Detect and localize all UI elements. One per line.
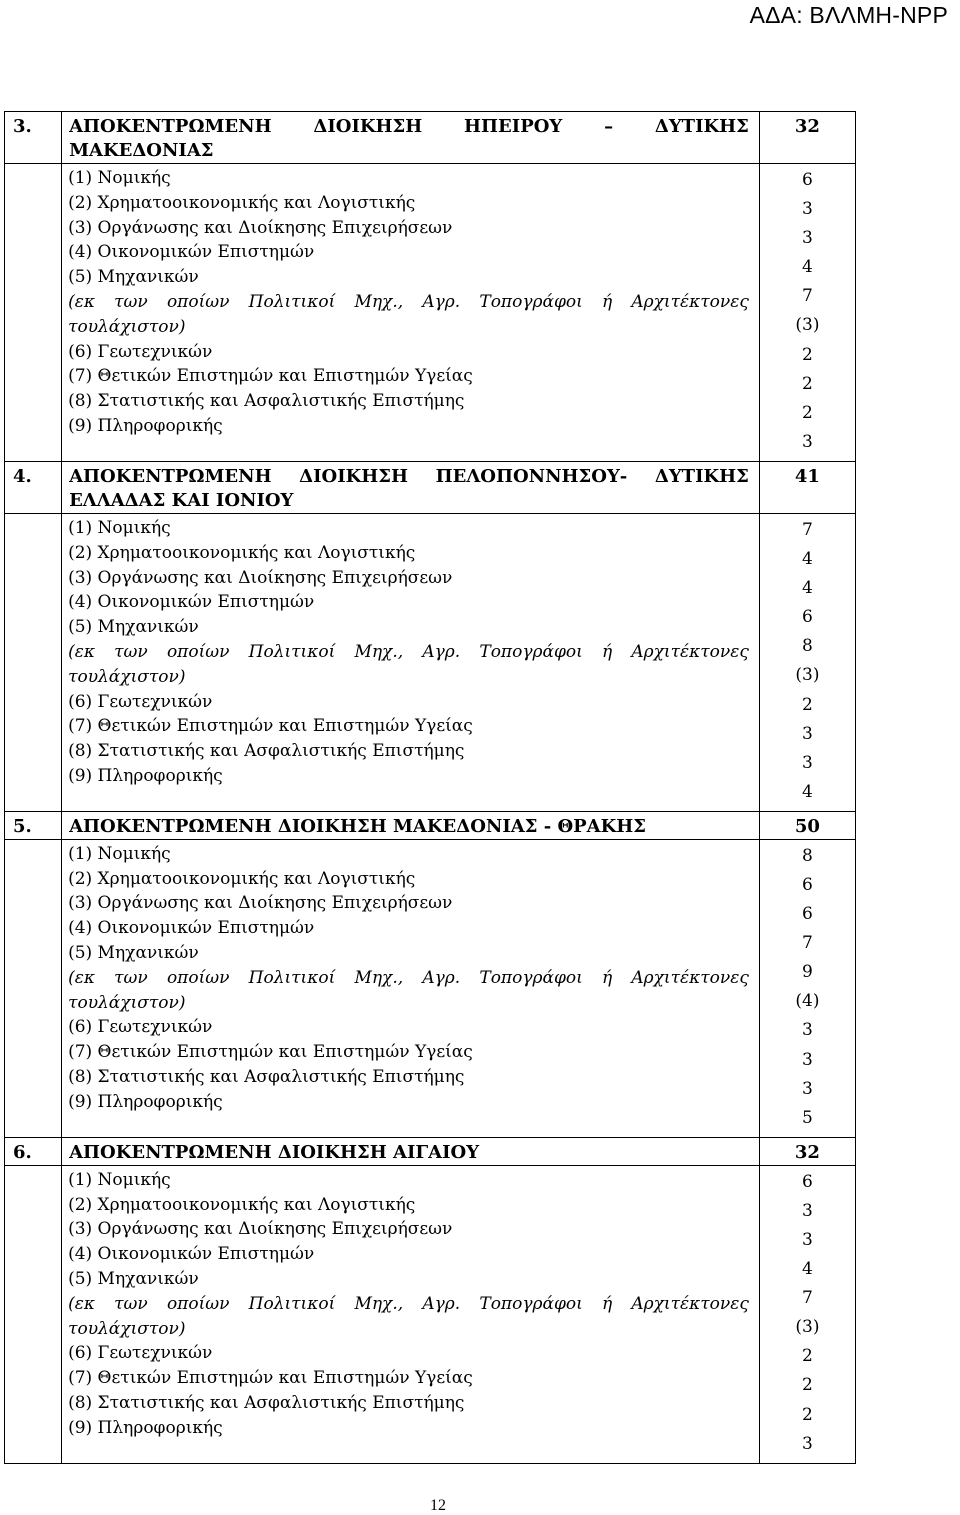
item-value: 3 — [802, 431, 813, 452]
section-total: 41 — [759, 461, 855, 513]
item-label: τουλάχιστον) — [68, 666, 186, 687]
section-number: 5. — [5, 811, 62, 839]
item-label: (1) Νομικής — [68, 843, 171, 864]
section-items — [62, 164, 760, 462]
item-value: 7 — [802, 1288, 813, 1309]
item-label: (7) Θετικών Επιστημών και Επιστημών Υγείας — [68, 1042, 473, 1063]
item-label: (2) Χρηματοοικονομικής και Λογιστικής — [68, 542, 416, 563]
item-label: (1) Νομικής — [68, 168, 171, 188]
item-value: (4) — [795, 991, 820, 1012]
item-label: (εκ των οποίων Πολιτικοί Μηχ., Αγρ. Τοπογράφοι ή Αρχιτέκτονες — [68, 967, 749, 988]
item-label: (6) Γεωτεχνικών — [68, 691, 213, 712]
item-value: 2 — [802, 1375, 813, 1396]
item-label: (7) Θετικών Επιστημών και Επιστημών Υγείας — [68, 1368, 473, 1389]
item-label: (5) Μηχανικών — [68, 1269, 199, 1289]
item-label: (9) Πληροφορικής — [68, 1091, 223, 1112]
section-body-row — [5, 839, 856, 1137]
item-label: τουλάχιστον) — [68, 316, 186, 337]
item-label: (εκ των οποίων Πολιτικοί Μηχ., Αγρ. Τοπογράφοι ή Αρχιτέκτονες — [68, 1293, 749, 1314]
item-label: τουλάχιστον) — [68, 1318, 186, 1339]
item-label: (3) Οργάνωσης και Διοίκησης Επιχειρήσεων — [68, 1219, 453, 1240]
item-value: 3 — [802, 199, 813, 220]
item-value: 3 — [802, 752, 813, 773]
item-label: (7) Θετικών Επιστημών και Επιστημών Υγείας — [68, 366, 473, 387]
item-value: 8 — [802, 636, 813, 657]
item-value: 6 — [802, 607, 813, 628]
item-label: (3) Οργάνωσης και Διοίκησης Επιχειρήσεων — [68, 567, 453, 588]
item-label: (4) Οικονομικών Επιστημών — [68, 242, 315, 263]
item-value: 8 — [802, 845, 813, 866]
section-number-spacer — [5, 513, 62, 811]
section-number-spacer — [5, 839, 62, 1137]
item-value: 2 — [802, 344, 813, 365]
item-value: 5 — [802, 1107, 813, 1128]
item-label: (2) Χρηματοοικονομικής και Λογιστικής — [68, 192, 416, 213]
item-label: (5) Μηχανικών — [68, 267, 199, 288]
item-label: (2) Χρηματοοικονομικής και Λογιστικής — [68, 868, 416, 889]
item-label: (7) Θετικών Επιστημών και Επιστημών Υγείας — [68, 716, 473, 737]
item-label: (εκ των οποίων Πολιτικοί Μηχ., Αγρ. Τοπογράφοι ή Αρχιτέκτονες — [68, 291, 749, 312]
section-header-row — [5, 461, 856, 513]
item-label: (4) Οικονομικών Επιστημών — [68, 592, 315, 613]
section-values — [759, 1165, 855, 1463]
section-number: 6. — [5, 1137, 62, 1165]
item-value: 6 — [802, 904, 813, 925]
item-value: 2 — [802, 694, 813, 715]
section-items — [62, 513, 760, 811]
section-items — [62, 1165, 760, 1463]
item-value: 3 — [802, 1078, 813, 1099]
section-items — [62, 839, 760, 1137]
section-title: ΑΠΟΚΕΝΤΡΩΜΕΝΗ ΔΙΟΙΚΗΣΗ ΗΠΕΙΡΟΥ – ΔΥΤΙΚΗΣ ΜΑΚΕΔΟΝΙΑΣ — [62, 112, 760, 164]
item-value: 4 — [802, 781, 813, 802]
item-label: τουλάχιστον) — [68, 992, 186, 1013]
item-label: (1) Νομικής — [68, 1169, 171, 1190]
item-label: (9) Πληροφορικής — [68, 765, 223, 786]
item-label: (5) Μηχανικών — [68, 943, 199, 964]
section-title: ΑΠΟΚΕΝΤΡΩΜΕΝΗ ΔΙΟΙΚΗΣΗ ΜΑΚΕΔΟΝΙΑΣ - ΘΡΑΚΗΣ — [62, 811, 760, 839]
item-label: (2) Χρηματοοικονομικής και Λογιστικής — [68, 1194, 416, 1215]
item-label: (8) Στατιστικής και Ασφαλιστικής Επιστήμης — [68, 1392, 465, 1413]
section-total: 32 — [759, 112, 855, 164]
section-values — [759, 839, 855, 1137]
section-number-spacer — [5, 164, 62, 462]
item-value: 4 — [802, 549, 813, 570]
item-value: 3 — [802, 1049, 813, 1070]
item-label: (6) Γεωτεχνικών — [68, 341, 213, 362]
item-value: 6 — [802, 1171, 813, 1192]
item-value: (3) — [795, 315, 820, 336]
item-value: 4 — [802, 578, 813, 599]
section-header-row — [5, 811, 856, 839]
item-label: (3) Οργάνωσης και Διοίκησης Επιχειρήσεων — [68, 893, 453, 914]
item-label: (6) Γεωτεχνικών — [68, 1343, 213, 1364]
section-body-row — [5, 513, 856, 811]
section-header-row — [5, 1137, 856, 1165]
item-label: (3) Οργάνωσης και Διοίκησης Επιχειρήσεων — [68, 217, 453, 238]
item-value: 2 — [802, 1404, 813, 1425]
item-value: (3) — [795, 665, 820, 686]
item-label: (5) Μηχανικών — [68, 617, 199, 638]
item-label: (4) Οικονομικών Επιστημών — [68, 918, 315, 939]
allocation-table — [4, 111, 856, 1464]
item-value: 2 — [802, 402, 813, 423]
item-label: (9) Πληροφορικής — [68, 415, 223, 436]
item-label: (6) Γεωτεχνικών — [68, 1017, 213, 1038]
section-header-row — [5, 112, 856, 164]
item-value: 4 — [802, 1259, 813, 1280]
section-number-spacer — [5, 1165, 62, 1463]
item-label: (8) Στατιστικής και Ασφαλιστικής Επιστήμης — [68, 391, 465, 412]
item-value: 6 — [802, 874, 813, 895]
item-value: 3 — [802, 723, 813, 744]
item-value: 9 — [802, 962, 813, 983]
item-value: 7 — [802, 286, 813, 307]
item-label: (9) Πληροφορικής — [68, 1417, 223, 1438]
section-total: 50 — [759, 811, 855, 839]
item-label: (8) Στατιστικής και Ασφαλιστικής Επιστήμης — [68, 741, 465, 762]
section-values — [759, 513, 855, 811]
section-number: 4. — [5, 461, 62, 513]
section-values — [759, 164, 855, 462]
item-label: (4) Οικονομικών Επιστημών — [68, 1244, 315, 1265]
item-value: (3) — [795, 1317, 820, 1338]
section-number: 3. — [5, 112, 62, 164]
section-total: 32 — [759, 1137, 855, 1165]
item-value: 4 — [802, 257, 813, 278]
item-value: 3 — [802, 1200, 813, 1221]
item-value: 3 — [802, 1020, 813, 1041]
item-value: 3 — [802, 1433, 813, 1454]
item-label: (εκ των οποίων Πολιτικοί Μηχ., Αγρ. Τοπογράφοι ή Αρχιτέκτονες — [68, 641, 749, 662]
document-ada-code: ΑΔΑ: ΒΛΛΜΗ-ΝΡΡ — [749, 2, 948, 28]
item-value: 6 — [802, 170, 813, 190]
item-value: 7 — [802, 933, 813, 954]
section-body-row — [5, 164, 856, 462]
item-value: 3 — [802, 1230, 813, 1250]
section-title: ΑΠΟΚΕΝΤΡΩΜΕΝΗ ΔΙΟΙΚΗΣΗ ΠΕΛΟΠΟΝΝΗΣΟΥ- ΔΥΤΙΚΗΣ ΕΛΛΑΔΑΣ ΚΑΙ ΙΟΝΙΟΥ — [62, 461, 760, 513]
page-number: 12 — [430, 1497, 446, 1514]
item-value: 7 — [802, 519, 813, 540]
item-value: 2 — [802, 373, 813, 394]
section-body-row — [5, 1165, 856, 1463]
item-value: 2 — [802, 1346, 813, 1367]
item-label: (1) Νομικής — [68, 517, 171, 538]
section-title: ΑΠΟΚΕΝΤΡΩΜΕΝΗ ΔΙΟΙΚΗΣΗ ΑΙΓΑΙΟΥ — [62, 1137, 760, 1165]
item-label: (8) Στατιστικής και Ασφαλιστικής Επιστήμης — [68, 1067, 465, 1088]
item-value: 3 — [802, 228, 813, 249]
